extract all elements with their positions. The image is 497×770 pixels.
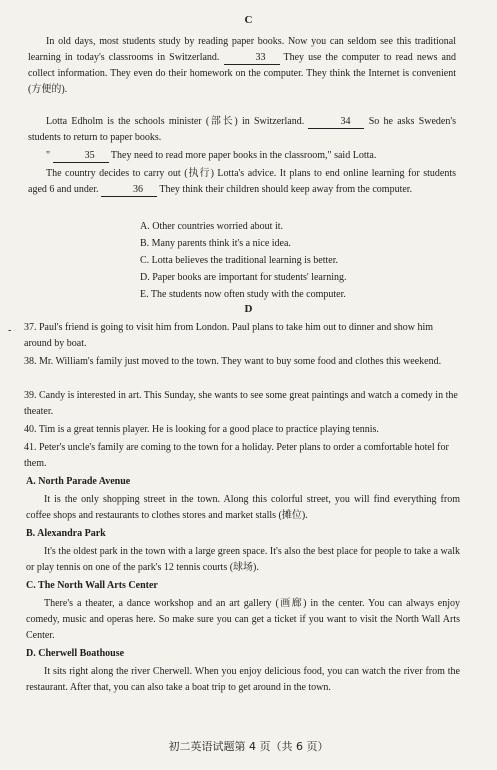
place-b-title: B. Alexandra Park <box>26 528 106 539</box>
options-list <box>140 218 470 303</box>
open-quote: " <box>46 150 51 161</box>
option-c[interactable]: C. Lotta believes the traditional learning is better. <box>140 255 338 266</box>
blank-34[interactable]: 34 <box>308 116 364 129</box>
blank-36[interactable]: 36 <box>101 184 157 197</box>
blank-35[interactable]: 35 <box>53 150 109 163</box>
place-c-title: C. The North Wall Arts Center <box>26 580 158 591</box>
place-b-text: It's the oldest park in the town with a large green space. It's also the best place for people to take a walk or play tennis on one of the park's 12 tennis courts (球场). <box>26 546 460 573</box>
question-38: 38. Mr. William's family just moved to the town. They want to buy some food and clothes this weekend. <box>24 356 442 367</box>
paragraph-text: So he asks Sweden's students to return to paper books. <box>28 116 457 143</box>
place-a-text: It is the only shopping street in the town. Along this colorful street, you will find everything from coffee shops and restaurants to clothes stores and market stalls (摊位). <box>26 494 460 521</box>
option-b[interactable]: B. Many parents think it's a nice idea. <box>140 238 291 249</box>
passage-paragraph-4 <box>28 166 456 198</box>
paragraph-text: In old days, most students study by reading paper books. Now you can seldom see this traditional learning in today's classrooms in Switzerland. <box>28 36 456 63</box>
paragraph-text: Lotta Edholm is the schools minister (部长) in Switzerland. <box>46 116 305 127</box>
question-39: 39. Candy is interested in art. This Sunday, she wants to see some great paintings and watch a comedy in the theater. <box>24 390 458 417</box>
passage-paragraph-2 <box>28 114 456 146</box>
question-41: 41. Peter's uncle's family are coming to the town for a holiday. Peter plans to order a comfortable hotel for them. <box>24 442 449 469</box>
passage-paragraph-3 <box>28 148 456 164</box>
place-a-title: A. North Parade Avenue <box>26 476 131 487</box>
paragraph-text: The country decides to carry out (执行) Lotta's advice. It plans to end online learning for students aged 6 and under. <box>28 168 456 195</box>
option-e[interactable]: E. The students now often study with the computer. <box>140 289 346 300</box>
place-d-title: D. Cherwell Boathouse <box>26 648 125 659</box>
section-d-label: D <box>244 303 253 315</box>
paragraph-text: They think their children should keep away from the computer. <box>159 184 413 195</box>
margin-mark: - <box>8 325 12 336</box>
paragraph-text: They use the computer to read news and collect information. They even do their homework on the computer. They think the Internet is convenient (方便的). <box>28 52 456 95</box>
paragraph-text: They need to read more paper books in the classroom," said Lotta. <box>110 150 377 161</box>
page-footer: 初二英语试题第 4 页（共 6 页） <box>168 740 329 753</box>
option-a[interactable]: A. Other countries worried about it. <box>140 221 284 232</box>
question-37: 37. Paul's friend is going to visit him from London. Paul plans to take him out to dinner and show him around by boat. <box>24 322 433 349</box>
blank-33[interactable]: 33 <box>224 52 280 65</box>
option-d[interactable]: D. Paper books are important for students' learning. <box>140 272 347 283</box>
place-c-text: There's a theater, a dance workshop and an art gallery (画廊) in the center. You can always enjoy comedy, music and operas here. So make sure you can get a ticket if you want to visit the North Wall Arts Center. <box>26 598 460 641</box>
section-c-label: C <box>244 14 253 26</box>
question-40: 40. Tim is a great tennis player. He is looking for a good place to practice playing tennis. <box>24 424 379 435</box>
place-d-text: It sits right along the river Cherwell. When you enjoy delicious food, you can watch the river from the restaurant. After that, you can also take a boat trip to get around in the town. <box>26 666 460 693</box>
passage-paragraph-1 <box>28 34 456 98</box>
